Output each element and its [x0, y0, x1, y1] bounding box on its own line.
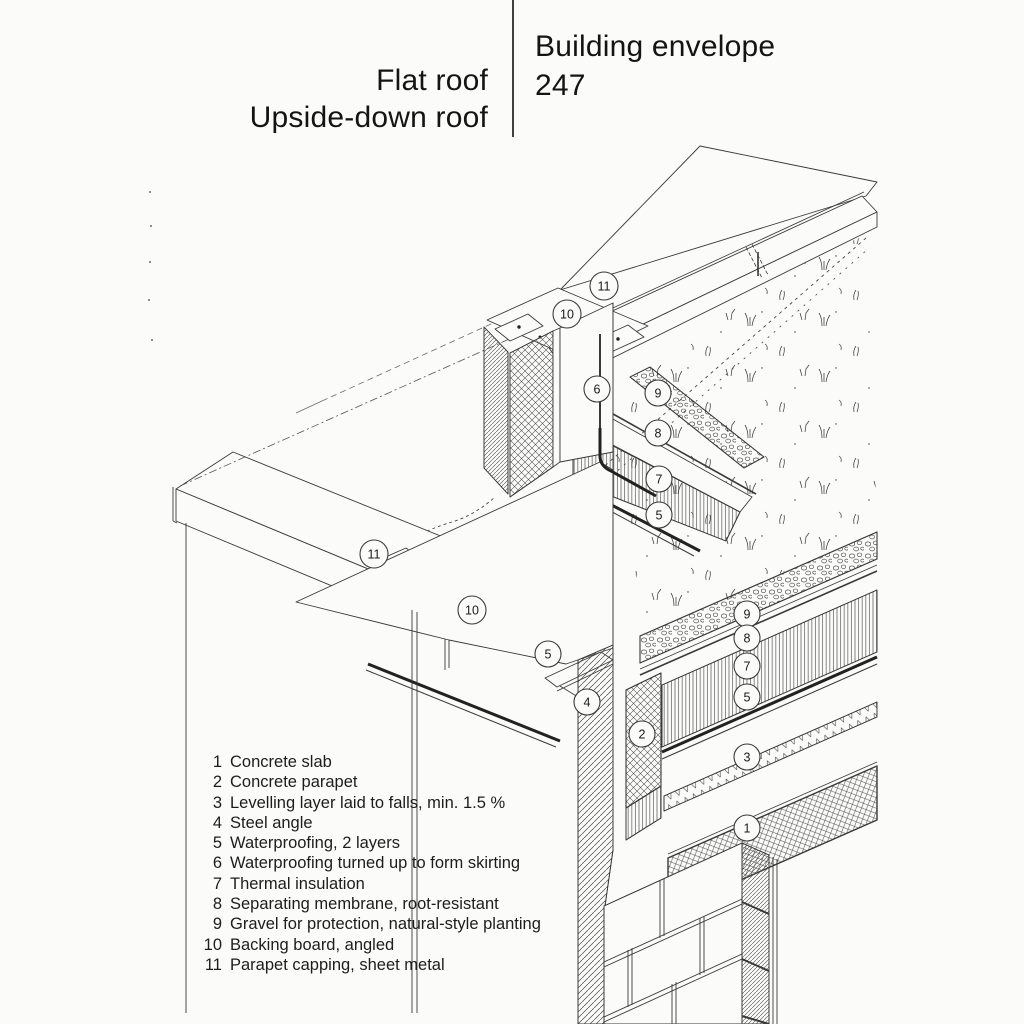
- legend-item: 9 Gravel for protection, natural-style planting: [212, 915, 541, 934]
- svg-text:11: 11: [597, 279, 611, 294]
- page-title-line2: Upside-down roof: [249, 101, 488, 134]
- legend: [200, 752, 541, 975]
- callout-10b: [458, 596, 486, 624]
- callout-8b: [734, 625, 760, 651]
- page-title: [250, 62, 488, 136]
- callout-11b: [360, 540, 388, 568]
- callout-6: [584, 376, 610, 402]
- callout-10: [553, 300, 581, 328]
- chapter-header: [535, 27, 775, 105]
- svg-text:8: 8: [743, 631, 751, 646]
- svg-text:11: 11: [367, 547, 381, 562]
- legend-item: 8 Separating membrane, root-resistant: [212, 895, 499, 914]
- svg-text:6: 6: [593, 382, 601, 397]
- svg-text:10: 10: [465, 603, 479, 618]
- callout-7b: [734, 653, 760, 679]
- legend-item: 2 Concrete parapet: [212, 773, 358, 792]
- legend-item: 6 Waterproofing turned up to form skirting: [212, 854, 521, 873]
- svg-text:7: 7: [655, 472, 663, 487]
- callout-9b: [734, 601, 760, 627]
- legend-item: 3 Levelling layer laid to falls, min. 1.5 %: [212, 793, 506, 812]
- masonry-wall: [604, 843, 777, 1024]
- legend-item: 10 Backing board, angled: [203, 935, 395, 954]
- svg-text:9: 9: [654, 386, 662, 401]
- svg-text:5: 5: [743, 690, 751, 705]
- callout-1: [734, 815, 760, 841]
- callout-5c: [734, 684, 760, 710]
- svg-text:9: 9: [743, 607, 751, 622]
- svg-text:4: 4: [583, 695, 591, 710]
- callout-4: [574, 689, 600, 715]
- callout-11: [590, 272, 618, 300]
- svg-text:8: 8: [654, 426, 662, 441]
- svg-text:10: 10: [560, 307, 574, 322]
- svg-text:7: 7: [743, 659, 751, 674]
- callout-5b: [535, 641, 561, 667]
- callout-7: [646, 466, 672, 492]
- legend-item: 1 Concrete slab: [212, 753, 332, 771]
- svg-text:5: 5: [655, 508, 663, 523]
- legend-item: 5 Waterproofing, 2 layers: [212, 834, 400, 853]
- callout-5: [646, 502, 672, 528]
- page-number: 247: [535, 69, 586, 102]
- chapter-title: Building envelope: [535, 30, 776, 63]
- callout-9: [645, 380, 671, 406]
- callout-3: [734, 744, 760, 770]
- callout-8: [645, 420, 671, 446]
- svg-text:5: 5: [544, 647, 552, 662]
- legend-item: 7 Thermal insulation: [212, 874, 365, 893]
- callout-2: [629, 721, 655, 747]
- svg-text:1: 1: [743, 821, 751, 836]
- legend-item: 11 Parapet capping, sheet metal: [204, 955, 445, 974]
- construction-marks: [148, 191, 502, 413]
- svg-text:2: 2: [638, 727, 646, 742]
- page-title-line1: Flat roof: [376, 64, 488, 97]
- svg-text:3: 3: [743, 750, 751, 765]
- legend-item: 4 Steel angle: [212, 813, 313, 832]
